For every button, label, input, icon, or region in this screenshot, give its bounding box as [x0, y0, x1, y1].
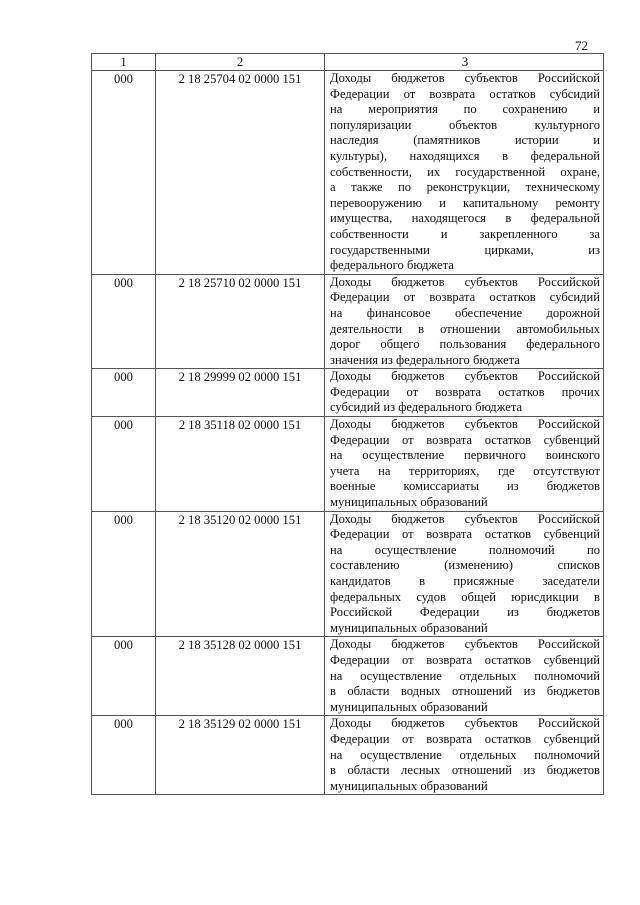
description-line: составлению (изменению) списков: [330, 558, 600, 573]
table-row: [92, 71, 604, 275]
description-line: государственными цирками, из: [330, 242, 600, 257]
table-row: [92, 511, 604, 637]
description-line: собственности, их государственной охране,: [330, 164, 600, 179]
description-line: значения из федерального бюджета: [330, 352, 520, 367]
description-line: Доходы бюджетов субъектов Российской: [330, 637, 600, 652]
description-line: муниципальных образований: [330, 778, 488, 793]
description-line: Доходы бюджетов субъектов Российской: [330, 274, 600, 289]
description-line: федерального бюджета: [330, 258, 454, 273]
description-line: муниципальных образований: [330, 495, 488, 510]
table-header-row: [92, 54, 604, 71]
table-row: [92, 274, 604, 369]
description-line: дорог общего пользования федерального: [330, 337, 600, 352]
description-line: федеральных судов общей юрисдикции в: [330, 589, 600, 604]
admin-code-cell: 000: [92, 637, 156, 716]
description-cell: [325, 511, 604, 637]
table-row: [92, 637, 604, 716]
description-line: Федерации от возврата остатков субвенций: [330, 652, 600, 667]
description-line: учета на территориях, где отсутствуют: [330, 463, 600, 478]
description-cell: [325, 716, 604, 795]
description-line: Доходы бюджетов субъектов Российской: [330, 716, 600, 731]
description-cell: [325, 637, 604, 716]
description-line: Доходы бюджетов субъектов Российской: [330, 71, 600, 85]
description-line: кандидатов в присяжные заседатели: [330, 574, 600, 588]
description-line: на финансовое обеспечение дорожной: [330, 305, 600, 320]
budget-classification-table: [91, 53, 604, 795]
description-line: военные комиссариаты из бюджетов: [330, 479, 600, 494]
table-row: [92, 369, 604, 417]
description-line: на осуществление полномочий по: [330, 542, 600, 557]
table-row: [92, 716, 604, 795]
description-line: субсидий из федерального бюджета: [330, 400, 523, 415]
budget-code-cell: 2 18 35118 02 0000 151: [156, 417, 325, 512]
description-cell: [325, 369, 604, 417]
description-line: имущества, находящегося в федеральной: [330, 211, 600, 226]
description-line: на осуществление отдельных полномочий: [330, 668, 600, 683]
description-line: культуры), находящихся в федеральной: [330, 148, 600, 163]
admin-code-cell: 000: [92, 511, 156, 637]
description-line: Федерации от возврата остатков субсидий: [330, 86, 600, 101]
description-line: перевооружению и капитальному ремонту: [330, 195, 600, 210]
description-line: муниципальных образований: [330, 699, 488, 714]
description-line: а также по реконструкции, техническому: [330, 180, 600, 195]
admin-code-cell: 000: [92, 369, 156, 417]
admin-code-cell: 000: [92, 274, 156, 369]
budget-code-cell: 2 18 35120 02 0000 151: [156, 511, 325, 637]
description-line: наследия (памятников истории и: [330, 133, 600, 148]
header-col-3: 3: [325, 54, 604, 71]
budget-code-cell: 2 18 25704 02 0000 151: [156, 71, 325, 275]
description-line: собственности и закрепленного за: [330, 226, 600, 241]
budget-code-cell: 2 18 35128 02 0000 151: [156, 637, 325, 716]
description-line: на осуществление первичного воинского: [330, 448, 600, 463]
description-line: муниципальных образований: [330, 620, 488, 635]
description-line: Доходы бюджетов субъектов Российской: [330, 417, 600, 432]
description-line: Федерации от возврата остатков субвенций: [330, 731, 600, 746]
admin-code-cell: 000: [92, 71, 156, 275]
description-line: Федерации от возврата остатков субвенций: [330, 432, 600, 447]
table-body: [92, 71, 604, 795]
description-cell: [325, 274, 604, 369]
description-line: на мероприятия по сохранению и: [330, 102, 600, 117]
header-col-1: 1: [92, 54, 156, 71]
description-line: Российской Федерации из бюджетов: [330, 605, 600, 620]
description-line: деятельности в отношении автомобильных: [330, 321, 600, 336]
description-line: в области лесных отношений из бюджетов: [330, 763, 600, 778]
description-line: Доходы бюджетов субъектов Российской: [330, 511, 600, 526]
budget-code-cell: 2 18 25710 02 0000 151: [156, 274, 325, 369]
page-number: 72: [575, 38, 588, 53]
description-cell: [325, 417, 604, 512]
budget-code-cell: 2 18 35129 02 0000 151: [156, 716, 325, 795]
description-line: в области водных отношений из бюджетов: [330, 684, 600, 699]
header-col-2: 2: [156, 54, 325, 71]
admin-code-cell: 000: [92, 417, 156, 512]
admin-code-cell: 000: [92, 716, 156, 795]
description-line: на осуществление отдельных полномочий: [330, 747, 600, 762]
budget-code-cell: 2 18 29999 02 0000 151: [156, 369, 325, 417]
description-line: популяризации объектов культурного: [330, 117, 600, 132]
description-cell: [325, 71, 604, 275]
description-line: Федерации от возврата остатков прочих: [330, 384, 600, 399]
description-line: Федерации от возврата остатков субвенций: [330, 527, 600, 542]
description-line: Федерации от возврата остатков субсидий: [330, 290, 600, 305]
table-row: [92, 417, 604, 512]
description-line: Доходы бюджетов субъектов Российской: [330, 369, 600, 384]
